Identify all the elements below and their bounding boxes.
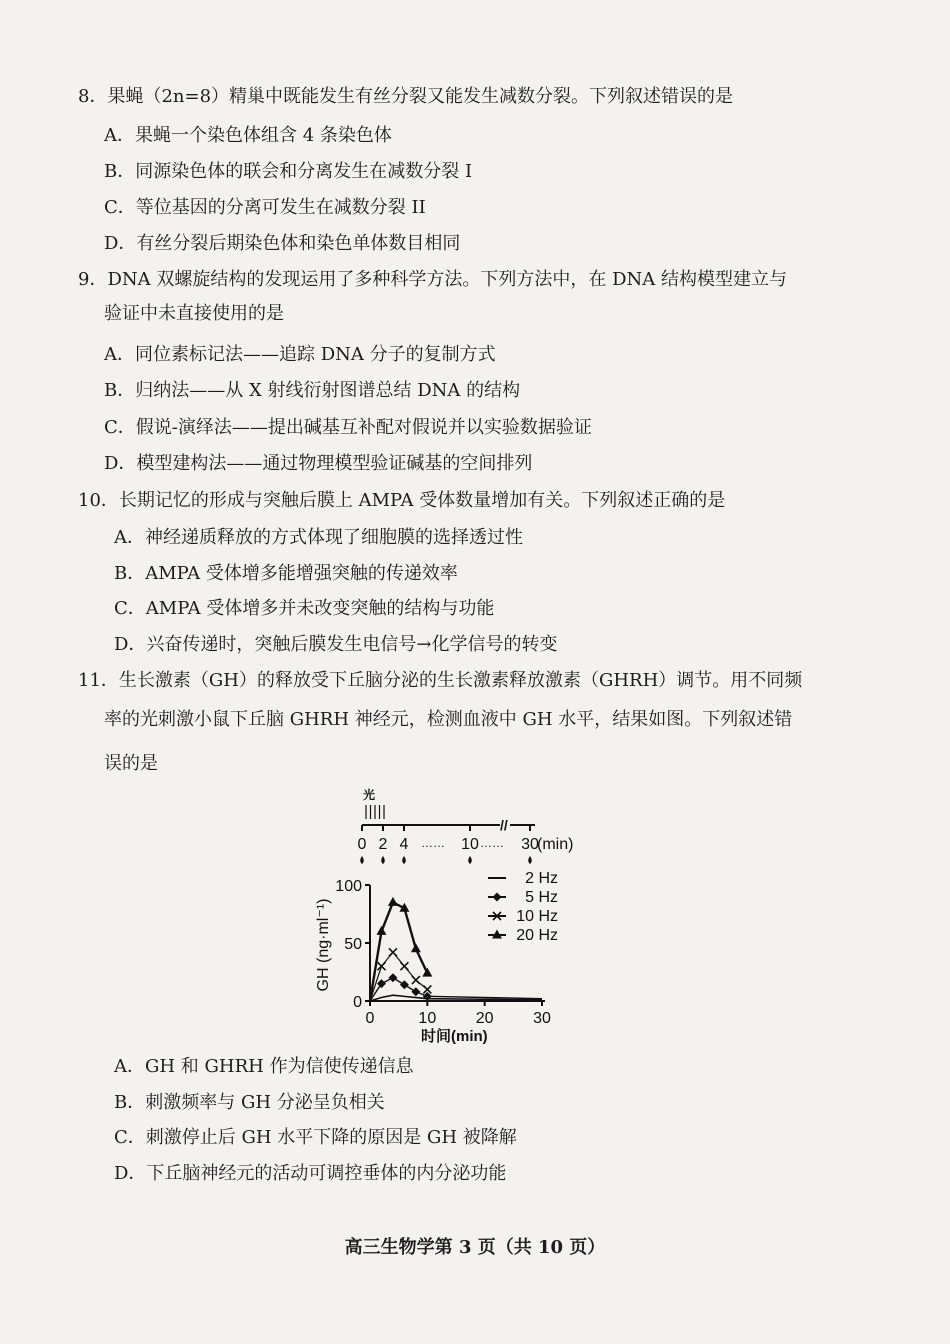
legend-label: 10 Hz [516, 908, 558, 925]
timeline-tick-label: 4 [399, 836, 409, 853]
page-footer: 高三生物学第 3 页（共 10 页） [344, 1237, 606, 1258]
data-point-diamond [411, 987, 420, 996]
data-point-diamond [377, 979, 386, 988]
data-point-diamond [400, 980, 409, 989]
data-point-triangle [388, 897, 398, 906]
data-point-x [389, 948, 397, 956]
series-2 [370, 948, 431, 1001]
q9-option-d: D．模型建构法——通过物理模型验证碱基的空间排列 [104, 453, 533, 474]
x-axis-label: 时间(min) [421, 1028, 488, 1045]
q9-option-a: A．同位素标记法——追踪 DNA 分子的复制方式 [104, 344, 496, 365]
timeline-unit: (min) [537, 836, 574, 853]
x-tick-label: 30 [533, 1010, 551, 1027]
q10-option-b: B．AMPA 受体增多能增强突触的传递效率 [114, 563, 458, 584]
data-point-triangle [422, 968, 432, 977]
timeline-break-mark: // [500, 817, 508, 833]
sampling-drop [528, 856, 532, 864]
sampling-drops [360, 856, 532, 864]
x-tick-label: 10 [418, 1010, 437, 1027]
q9-stem-line2: 验证中未直接使用的是 [104, 303, 284, 324]
q11-option-d: D．下丘脑神经元的活动可调控垂体的内分泌功能 [114, 1163, 507, 1184]
q9-option-b: B．归纳法——从 X 射线衍射图谱总结 DNA 的结构 [104, 380, 521, 401]
q9-stem-line1: 9．DNA 双螺旋结构的发现运用了多种科学方法。下列方法中，在 DNA 结构模型建立与 [78, 269, 787, 290]
data-point-x [377, 962, 385, 970]
sampling-drop [360, 856, 364, 864]
q9-option-c: C．假说-演绎法——提出碱基互补配对假说并以实验数据验证 [104, 417, 592, 438]
timeline-labels [358, 836, 539, 853]
sampling-drop [402, 856, 406, 864]
q10-option-c: C．AMPA 受体增多并未改变突触的结构与功能 [114, 598, 495, 619]
q8-option-c: C．等位基因的分离可发生在减数分裂 II [104, 197, 426, 218]
timeline-tick-label: 10 [461, 836, 479, 853]
gh-chart [300, 785, 600, 1050]
light-pulses [366, 805, 384, 819]
timeline-ellipsis: …… [480, 836, 504, 850]
y-tick-label: 0 [353, 994, 362, 1011]
q11-stem-line1: 11．生长激素（GH）的释放受下丘脑分泌的生长激素释放激素（GHRH）调节。用不同频 [78, 670, 803, 691]
x-tick-label: 20 [475, 1010, 494, 1027]
legend-label: 20 Hz [516, 927, 558, 944]
q11-option-c: C．刺激停止后 GH 水平下降的原因是 GH 被降解 [114, 1127, 517, 1148]
timeline-ellipsis: …… [421, 836, 445, 850]
legend [488, 870, 558, 944]
q11-stem-line2: 率的光刺激小鼠下丘脑 GHRH 神经元，检测血液中 GH 水平，结果如图。下列叙述错 [104, 709, 793, 730]
y-tick-label: 100 [335, 878, 362, 895]
data-point-triangle [376, 926, 386, 935]
q11-option-a: A．GH 和 GHRH 作为信使传递信息 [114, 1056, 414, 1077]
data-point-x [400, 962, 408, 970]
timeline-tick-label: 30 [521, 836, 539, 853]
q8-option-d: D．有丝分裂后期染色体和染色单体数目相同 [104, 233, 461, 254]
q11-option-b: B．刺激频率与 GH 分泌呈负相关 [114, 1092, 385, 1113]
q11-stem-line3: 误的是 [104, 753, 158, 774]
timeline-tick-label: 0 [357, 836, 367, 853]
sampling-drop [468, 856, 472, 864]
timeline-tick-label: 2 [378, 836, 388, 853]
q10-option-d: D．兴奋传递时，突触后膜发生电信号→化学信号的转变 [114, 634, 558, 655]
data-point-diamond [493, 893, 502, 902]
series-1 [370, 973, 542, 1001]
y-ticks [335, 878, 370, 1011]
legend-label: 2 Hz [525, 870, 558, 887]
timeline-light-label: 光 [363, 788, 376, 802]
y-axis-label: GH (ng·ml⁻¹) [315, 898, 332, 992]
q8-option-a: A．果蝇一个染色体组含 4 条染色体 [104, 125, 392, 146]
series-line [370, 978, 542, 1001]
legend-label: 5 Hz [525, 889, 558, 906]
q8-stem: 8．果蝇（2n=8）精巢中既能发生有丝分裂又能发生减数分裂。下列叙述错误的是 [78, 86, 734, 107]
q10-stem: 10．长期记忆的形成与突触后膜上 AMPA 受体数量增加有关。下列叙述正确的是 [78, 490, 726, 511]
data-point-diamond [388, 973, 397, 982]
x-tick-label: 0 [365, 1010, 375, 1027]
data-point-triangle [411, 943, 421, 952]
q10-option-a: A．神经递质释放的方式体现了细胞膜的选择透过性 [114, 527, 523, 548]
x-ticks [366, 1001, 551, 1027]
data-point-x [412, 976, 420, 984]
sampling-drop [381, 856, 385, 864]
q8-option-b: B．同源染色体的联会和分离发生在减数分裂 I [104, 161, 473, 182]
y-tick-label: 50 [344, 936, 362, 953]
